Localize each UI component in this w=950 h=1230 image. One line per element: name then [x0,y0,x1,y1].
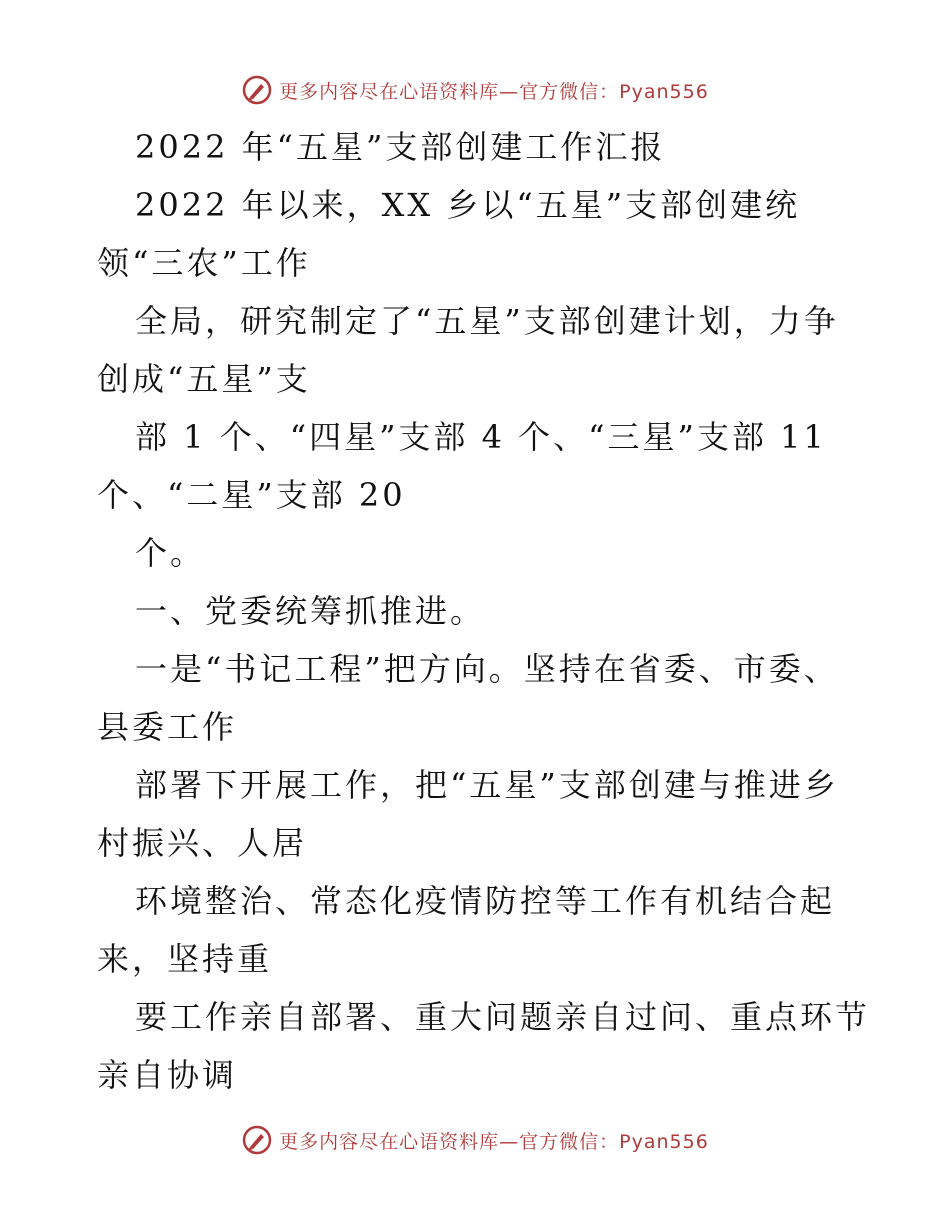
watermark-text: 更多内容尽在心语资料库—官方微信：Pyan556 [279,1130,709,1153]
paragraph-line: 领“三农”工作 [97,244,311,282]
paragraph-line: 创成“五星”支 [97,360,311,398]
document-title: 2022 年“五星”支部创建工作汇报 [135,128,666,166]
header-watermark [0,70,950,110]
paragraph-line: 一是“书记工程”把方向。坚持在省委、市委、 [135,650,839,688]
document-body [97,118,871,1104]
paragraph-line: 村振兴、人居 [97,824,308,862]
paragraph-line: 2022 年以来，XX 乡以“五星”支部创建统 [135,186,801,224]
paragraph-line: 亲自协调 [97,1056,238,1094]
section-heading: 一、党委统筹抓推进。 [135,592,486,630]
paragraph-line: 要工作亲自部署、重大问题亲自过问、重点环节 [135,998,871,1036]
pen-logo-icon [241,74,273,106]
paragraph-line: 部 1 个、“四星”支部 4 个、“三星”支部 11 [135,418,827,456]
paragraph-line: 部署下开展工作，把“五星”支部创建与推进乡 [135,766,839,804]
footer-watermark [0,1120,950,1160]
paragraph-line: 个。 [135,534,206,572]
paragraph-line: 县委工作 [97,708,238,746]
paragraph-line: 全局，研究制定了“五星”支部创建计划，力争 [135,302,839,340]
paragraph-line: 环境整治、常态化疫情防控等工作有机结合起 [135,882,836,920]
pen-logo-icon [241,1124,273,1156]
watermark-text: 更多内容尽在心语资料库—官方微信：Pyan556 [279,80,709,103]
paragraph-line: 来，坚持重 [97,940,273,978]
paragraph-line: 个、“二星”支部 20 [97,476,406,514]
